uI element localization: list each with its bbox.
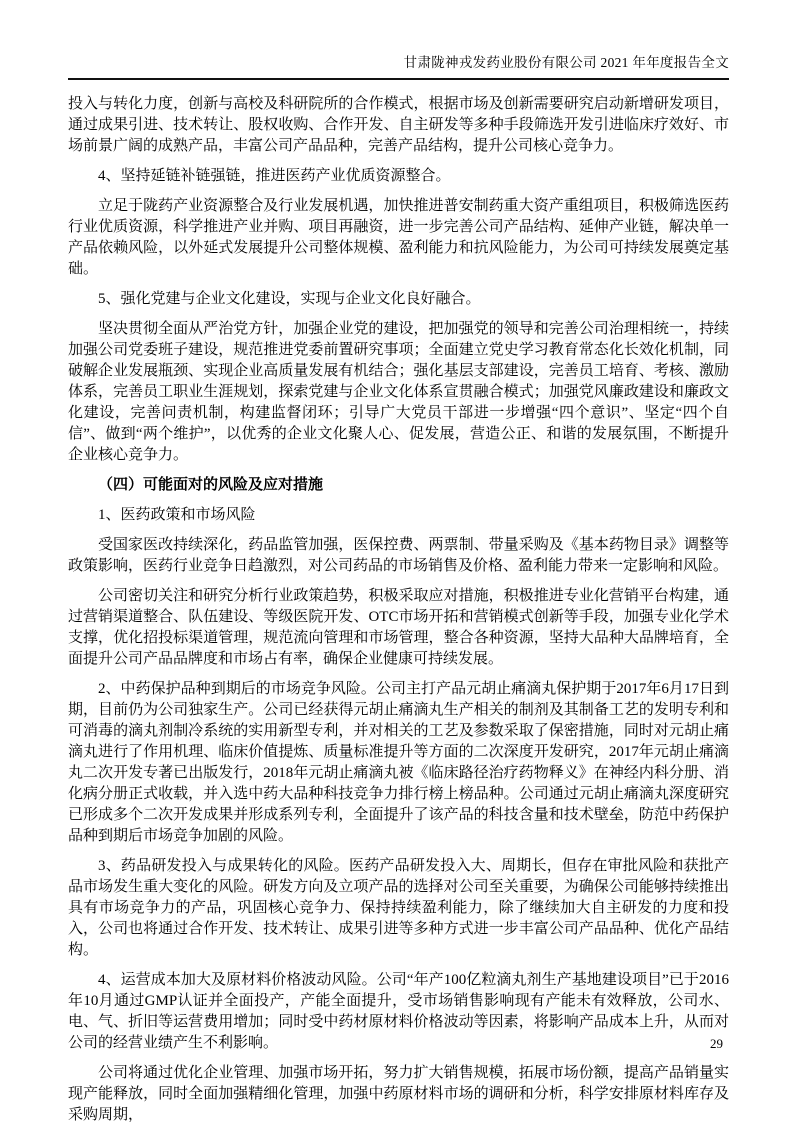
page-number: 29 (710, 1036, 723, 1051)
section-heading-risks: （四）可能面对的风险及应对措施 (98, 477, 324, 493)
paragraph: 坚决贯彻全面从严治党方针，加强企业党的建设，把加强党的领导和完善公司治理相统一，持续加强公司党委班子建设，规范推进党委前置研究事项；全面建立党史学习教育常态化长效化机制，同破解企业发展瓶颈、实现企业高质量发展有机结合；强化基层支部建设，完善员工培育、考核、激励体系，完善员工职业生涯规划，探索党建与企业文化体系宣贯融合模式；加强党风廉政建设和廉政文化建设，完善问责机制，构建监督闭环；引导广大党员干部进一步增强“四个意识”、坚定“四个自信”、做到“两个维护”，以优秀的企业文化聚人心、促发展，营造公正、和谐的发展氛围，不断提升企业核心竞争力。 (68, 321, 729, 463)
paragraph-risk-4: 4、运营成本加大及原材料价格波动风险。公司“年产100亿粒滴丸剂生产基地建设项目”已于2016年10月通过GMP认证并全面投产，产能全面提升，受市场销售影响现有产能未有效释放，公司水、电、气、折旧等运营费用增加；同时受中药材原材料价格波动等因素，将影响产品成本上升，从而对公司的经营业绩产生不利影响。 (68, 972, 729, 1051)
page-content (68, 54, 729, 1122)
paragraph-risk-2: 2、中药保护品种到期后的市场竞争风险。公司主打产品元胡止痛滴丸保护期于2017年6月17日到期，目前仍为公司独家生产。公司已经获得元胡止痛滴丸生产相关的制剂及其制备工艺的发明专利和可消毒的滴丸剂制冷系统的实用新型专利，并对相关的工艺及参数采取了保密措施，同时对元胡止痛滴丸进行了作用机理、临床价值提炼、质量标准提升等方面的二次深度开发研究，2017年元胡止痛滴丸二次开发专著已出版发行，2018年元胡止痛滴丸被《临床路径治疗药物释义》在神经内科分册、消化病分册正式收载，并入选中药大品种科技竞争力排行榜上榜品种。公司通过元胡止痛滴丸深度研究已形成多个二次开发成果并形成系列专利，全面提升了该产品的科技含量和技术壁垒，防范中药保护品种到期后市场竞争加剧的风险。 (68, 681, 729, 844)
item-heading-5: 5、强化党建与企业文化建设，实现与企业文化良好融合。 (98, 291, 481, 307)
paragraph: 立足于陇药产业资源整合及行业发展机遇，加快推进普安制药重大资产重组项目，积极筛选医药行业优质资源，科学推进产业并购、项目再融资，进一步完善公司产品结构、延伸产业链，解决单一产品依赖风险，以外延式发展提升公司整体规模、盈利能力和抗风险能力，为公司可持续发展奠定基础。 (68, 198, 729, 277)
paragraph: 受国家医改持续深化，药品监管加强，医保控费、两票制、带量采购及《基本药物目录》调整等政策影响，医药行业竞争日趋激烈，对公司药品的市场销售及价格、盈利能力带来一定影响和风险。 (68, 537, 729, 574)
paragraph-risk-3: 3、药品研发投入与成果转化的风险。医药产品研发投入大、周期长，但存在审批风险和获批产品市场发生重大变化的风险。研发方向及立项产品的选择对公司至关重要，为确保公司能够持续推出具有市场竞争力的产品，巩固核心竞争力、保持持续盈利能力，除了继续加大自主研发的力度和投入，公司也将通过合作开发、技术转让、成果引进等多种方式进一步丰富公司产品品种、优化产品结构。 (68, 858, 729, 958)
item-heading-1: 1、医药政策和市场风险 (98, 507, 256, 523)
page-header-title: 甘肃陇神戎发药业股份有限公司 2021 年年度报告全文 (68, 54, 729, 80)
paragraph-continuation: 投入与转化力度，创新与高校及科研院所的合作模式，根据市场及创新需要研究启动新增研发项目，通过成果引进、技术转让、股权收购、合作开发、自主研发等多种手段筛选开发引进临床疗效好、市场前景广阔的成熟产品，丰富公司产品品种，完善产品结构，提升公司核心竞争力。 (68, 96, 729, 154)
paragraph: 公司将通过优化企业管理、加强市场开拓，努力扩大销售规模，拓展市场份额，提高产品销量实现产能释放，同时全面加强精细化管理，加强中药原材料市场的调研和分析，科学安排原材料库存及采购周期， (68, 1065, 729, 1122)
paragraph: 公司密切关注和研究分析行业政策趋势，积极采取应对措施，积极推进专业化营销平台构建，通过营销渠道整合、队伍建设、等级医院开发、OTC市场开拓和营销模式创新等手段，加强专业化学术支撑，优化招投标渠道管理，规范流向管理和市场管理，整合各种资源，坚持大品种大品牌培育，全面提升公司产品品牌度和市场占有率，确保企业健康可持续发展。 (68, 588, 729, 667)
item-heading-4: 4、坚持延链补链强链，推进医药产业优质资源整合。 (98, 168, 451, 184)
